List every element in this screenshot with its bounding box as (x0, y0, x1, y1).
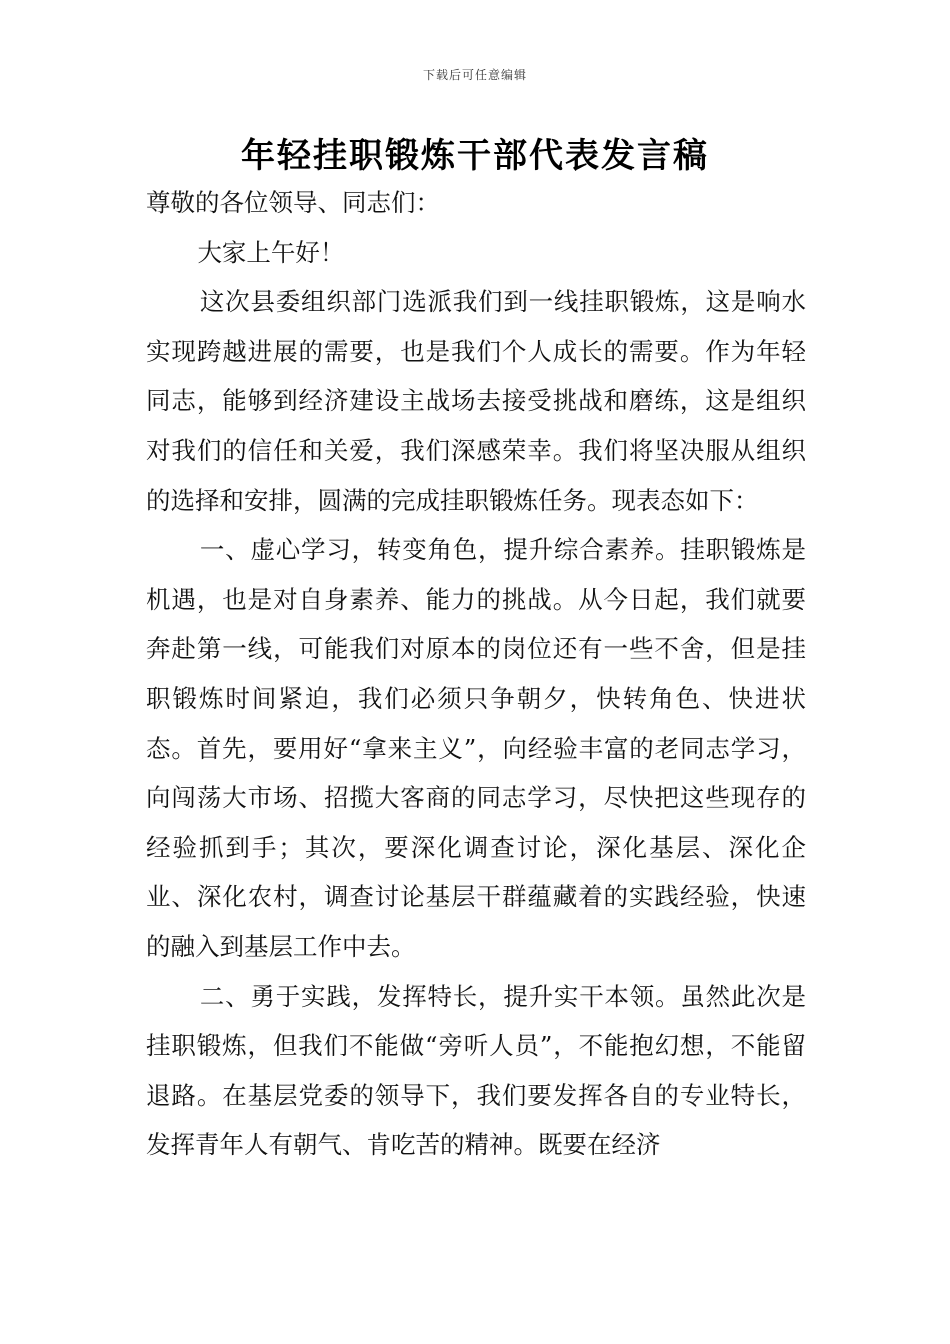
header-note: 下载后可任意编辑 (422, 68, 527, 82)
document-title: 年轻挂职锻炼干部代表发言稿 (241, 136, 709, 176)
greeting: 大家上午好！ (197, 237, 345, 267)
paragraph-intro: 这次县委组织部门选派我们到一线挂职锻炼，这是响水实现跨越进展的需要，也是我们个人成长的需要。作为年轻同志，能够到经济建设主战场去接受挑战和磨练，这是组织对我们的信任和关爱，我们深感荣幸。我们将坚决服从组织的选择和安排，圆满的完成挂职锻炼任务。现表态如下： (146, 287, 806, 515)
salutation: 尊敬的各位领导、同志们： (146, 188, 440, 217)
paragraph-point-two: 二、勇于实践，发挥特长，提升实干本领。虽然此次是挂职锻炼，但我们不能做“旁听人员”，不能抱幻想，不能留退路。在基层党委的领导下，我们要发挥各自的专业特长，发挥青年人有朝气、肯吃苦的精神。既要在经济 (146, 981, 806, 1160)
document-body (146, 178, 806, 1170)
paragraph-point-one: 一、虚心学习，转变角色，提升综合素养。挂职锻炼是机遇，也是对自身素养、能力的挑战。从今日起，我们就要奔赴第一线，可能我们对原本的岗位还有一些不舍，但是挂职锻炼时间紧迫，我们必须只争朝夕，快转角色、快进状态。首先，要用好“拿来主义”，向经验丰富的老同志学习，向闯荡大市场、招揽大客商的同志学习，尽快把这些现存的经验抓到手；其次，要深化调查讨论，深化基层、深化企业、深化农村，调查讨论基层干群蕴藏着的实践经验，快速的融入到基层工作中去。 (146, 535, 806, 961)
